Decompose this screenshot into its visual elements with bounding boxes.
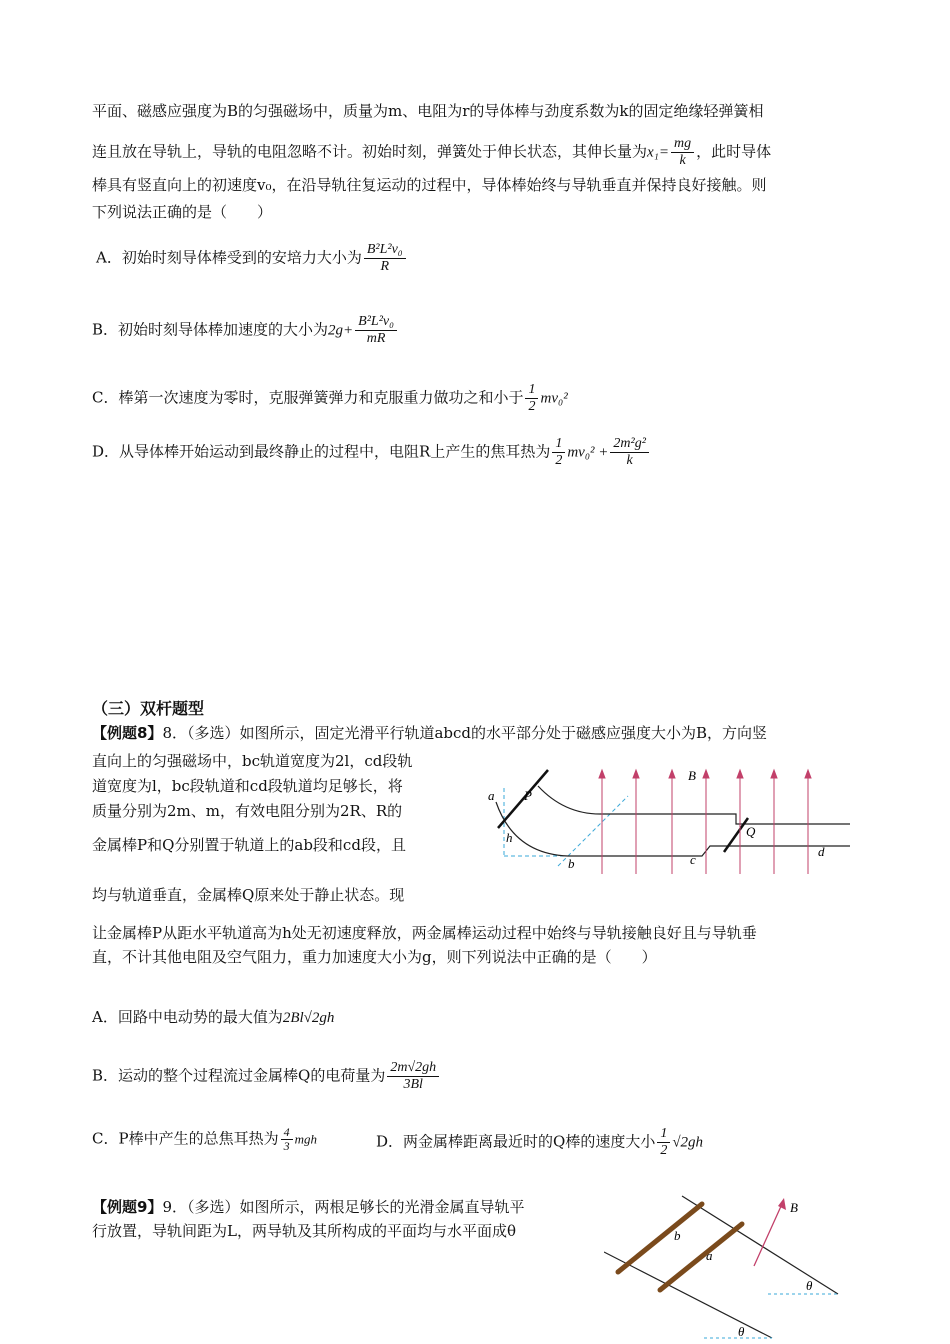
para-line-4: 下列说法正确的是（ ） — [92, 203, 273, 221]
ex9-line-1-text: 9．（多选）如图所示，两根足够长的光滑金属直导轨平 — [162, 1198, 525, 1216]
option-b-prefix: 2g+ — [328, 322, 354, 339]
ex8-option-d — [376, 1126, 703, 1159]
frac-num: 1 — [552, 436, 565, 453]
ex8-line-1 — [92, 722, 767, 744]
ex8-line-8: 直，不计其他电阻及空气阻力，重力加速度大小为g，则下列说法中正确的是（ ） — [92, 948, 657, 966]
option-a-text: A．初始时刻导体棒受到的安培力大小为 — [96, 248, 362, 267]
option-c-tail: mv₀² — [540, 390, 568, 407]
ex8-option-b-text: B．运动的整个过程流过金属棒Q的电荷量为 — [92, 1066, 386, 1085]
option-d-text: D．从导体棒开始运动到最终静止的过程中，电阻R上产生的焦耳热为 — [92, 442, 551, 461]
frac-den: k — [679, 153, 686, 168]
option-d — [92, 436, 651, 469]
ex8-line-4: 质量分别为2m、m，有效电阻分别为2R、R的 — [92, 802, 403, 820]
ex8-option-a-value: 2Bl√2gh — [282, 1010, 335, 1026]
rail-upper — [600, 814, 850, 824]
ex9-incline-figure — [604, 1190, 850, 1342]
ex8-tag: 【例题8】 — [92, 724, 163, 742]
ex8-line-6: 均与轨道垂直，金属棒Q原来处于静止状态。现 — [92, 886, 405, 904]
label-h: h — [506, 830, 513, 845]
frac-num: B²L²v₀ — [355, 314, 397, 331]
frac-den: 2 — [660, 1143, 668, 1158]
ex8-line-5: 金属棒P和Q分别置于轨道上的ab段和cd段，且 — [92, 836, 406, 854]
para-line-1: 平面、磁感应强度为B的匀强磁场中，质量为m、电阻为r的导体棒与劲度系数为k的固定绝缘轻弹簧相 — [92, 102, 764, 120]
option-a-fraction — [364, 242, 406, 275]
ex8-option-b-fraction — [387, 1060, 439, 1093]
ex8-option-d-text: D．两金属棒距离最近时的Q棒的速度大小 — [376, 1132, 656, 1151]
option-c — [92, 382, 568, 415]
ex8-option-d-tail: √2gh — [672, 1134, 704, 1151]
magnetic-field-arrows — [599, 770, 811, 874]
rod-p — [498, 770, 548, 828]
ex9-tag: 【例题9】 — [92, 1198, 163, 1216]
frac-den: 2 — [555, 453, 563, 468]
frac-den: k — [626, 453, 633, 468]
frac-den: 3Bl — [403, 1077, 423, 1092]
option-d-fraction-2 — [610, 436, 649, 469]
stretch-variable: x₁= — [647, 144, 670, 161]
option-b-fraction — [355, 314, 397, 347]
para-line-2-text: 连且放在导轨上，导轨的电阻忽略不计。初始时刻，弹簧处于伸长状态，其伸长量为 — [92, 142, 648, 161]
label-field-b: B — [688, 768, 696, 783]
rod-a — [660, 1224, 742, 1290]
ex8-option-c-fraction — [281, 1126, 293, 1153]
ex8-rail-figure — [484, 762, 850, 874]
rail-upper — [682, 1196, 838, 1294]
ex8-option-c-tail: mgh — [294, 1131, 317, 1147]
label-field-b: B — [790, 1200, 798, 1215]
frac-num: B²L²v₀ — [364, 242, 406, 259]
option-b-text: B．初始时刻导体棒加速度的大小为 — [92, 320, 329, 339]
section-title: （三）双杆题型 — [92, 699, 205, 718]
para-line-3: 棒具有竖直向上的初速度v₀，在沿导轨往复运动的过程中，导体棒始终与导轨垂直并保持良好接触。则 — [92, 176, 767, 194]
option-d-fraction-1 — [552, 436, 565, 469]
option-d-mid: mv₀² + — [567, 444, 609, 461]
curved-rail-lower — [496, 802, 568, 856]
frac-den: R — [380, 259, 390, 274]
option-a — [96, 242, 408, 275]
para-line-2-tail: ，此时导体 — [696, 142, 772, 161]
frac-num: 4 — [281, 1126, 293, 1140]
label-q: Q — [746, 824, 756, 839]
ex8-option-a — [92, 1006, 334, 1029]
label-c: c — [690, 852, 696, 867]
ex8-option-b — [92, 1060, 441, 1093]
ex8-option-a-text: A．回路中电动势的最大值为 — [92, 1008, 283, 1026]
label-b: b — [674, 1228, 681, 1243]
ex8-line-3: 道宽度为l，bc段轨道和cd段轨道均足够长，将 — [92, 777, 403, 795]
label-a: a — [488, 788, 495, 803]
frac-num: 1 — [657, 1126, 670, 1143]
curved-rail-upper — [538, 786, 600, 814]
ex9-line-1 — [92, 1196, 524, 1218]
field-arrow-head — [778, 1198, 786, 1210]
frac-num: 1 — [525, 382, 538, 399]
rod-b — [618, 1204, 702, 1272]
option-b — [92, 314, 399, 347]
frac-den: mR — [366, 331, 386, 346]
ex8-option-d-fraction — [657, 1126, 670, 1159]
stretch-fraction — [671, 136, 694, 169]
option-c-text: C．棒第一次速度为零时，克服弹簧弹力和克服重力做功之和小于 — [92, 388, 524, 407]
label-d: d — [818, 844, 825, 859]
frac-num: 2m√2gh — [387, 1060, 439, 1077]
ex8-option-c — [92, 1126, 317, 1153]
frac-den: 3 — [283, 1139, 290, 1153]
label-theta-1: θ — [806, 1278, 813, 1293]
ex8-line-2: 直向上的匀强磁场中，bc轨道宽度为2l，cd段轨 — [92, 752, 413, 770]
frac-num: mg — [671, 136, 694, 153]
frac-num: 2m²g² — [610, 436, 649, 453]
ex8-option-c-text: C．P棒中产生的总焦耳热为 — [92, 1129, 279, 1148]
label-theta-2: θ — [738, 1324, 745, 1339]
frac-den: 2 — [528, 399, 536, 414]
para-line-2 — [92, 136, 771, 169]
option-c-fraction — [525, 382, 538, 415]
label-p: P — [524, 788, 532, 803]
label-b: b — [568, 856, 575, 871]
ex8-line-7: 让金属棒P从距水平轨道高为h处无初速度释放，两金属棒运动过程中始终与导轨接触良好且与导轨垂 — [92, 924, 757, 942]
ex9-line-2: 行放置，导轨间距为L，两导轨及其所构成的平面均与水平面成θ — [92, 1222, 516, 1240]
ex8-line-1-text: 8．（多选）如图所示，固定光滑平行轨道abcd的水平部分处于磁感应强度大小为B，方向竖 — [162, 724, 768, 742]
label-a: a — [706, 1248, 713, 1263]
